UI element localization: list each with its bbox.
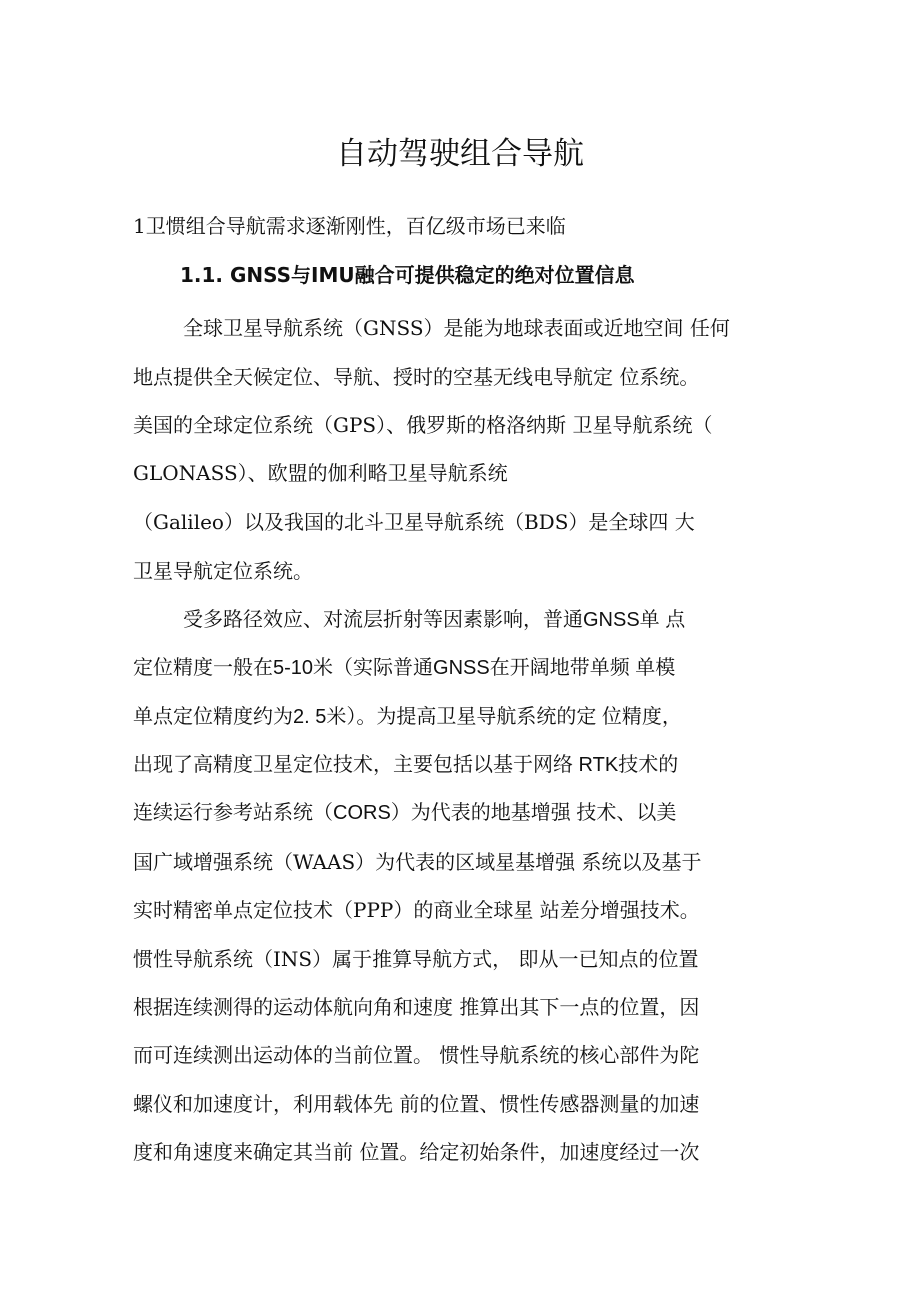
paragraph-line: 卫星导航定位系统。 — [133, 559, 313, 583]
subsection-heading: 1.1. GNSS与IMU融合可提供稳定的绝对位置信息 — [180, 263, 635, 287]
paragraph-line: 定位精度一般在5-10米（实际普通GNSS在开阔地带单频 单模 — [133, 657, 676, 679]
paragraph-line: 受多路径效应、对流层折射等因素影响，普通GNSS单 点 — [183, 609, 686, 631]
paragraph-line: 而可连续测出运动体的当前位置。 惯性导航系统的核心部件为陀 — [133, 1043, 700, 1067]
paragraph-line: 地点提供全天候定位、导航、授时的空基无线电导航定 位系统。 — [133, 365, 700, 389]
paragraph-line: 惯性导航系统（INS）属于推算导航方式， 即从一已知点的位置 — [133, 947, 699, 971]
paragraph-line: 度和角速度来确定其当前 位置。给定初始条件，加速度经过一次 — [133, 1140, 700, 1164]
paragraph-line: 连续运行参考站系统（CORS）为代表的地基增强 技术、以美 — [133, 802, 677, 824]
paragraph-line: （Galileo）以及我国的北斗卫星导航系统（BDS）是全球四 大 — [133, 510, 695, 534]
paragraph-line: 实时精密单点定位技术（PPP）的商业全球星 站差分增强技术。 — [133, 898, 700, 922]
paragraph-line: 单点定位精度约为2. 5米）。为提高卫星导航系统的定 位精度， — [133, 706, 682, 728]
paragraph-line: 出现了高精度卫星定位技术，主要包括以基于网络 RTK技术的 — [133, 754, 679, 776]
paragraph-line: GLONASS）、欧盟的伽利略卫星导航系统 — [133, 461, 508, 485]
document-title: 自动驾驶组合导航 — [336, 136, 584, 172]
paragraph-line: 美国的全球定位系统（GPS）、俄罗斯的格洛纳斯 卫星导航系统（ — [133, 413, 713, 437]
paragraph-line: 根据连续测得的运动体航向角和速度 推算出其下一点的位置，因 — [133, 995, 700, 1019]
paragraph-line: 螺仪和加速度计，利用载体先 前的位置、惯性传感器测量的加速 — [133, 1092, 700, 1116]
paragraph-line: 全球卫星导航系统（GNSS）是能为地球表面或近地空间 任何 — [183, 316, 730, 340]
section-heading: 1卫惯组合导航需求逐渐刚性，百亿级市场已来临 — [133, 214, 566, 238]
paragraph-line: 国广域增强系统（WAAS）为代表的区域星基增强 系统以及基于 — [133, 850, 702, 874]
